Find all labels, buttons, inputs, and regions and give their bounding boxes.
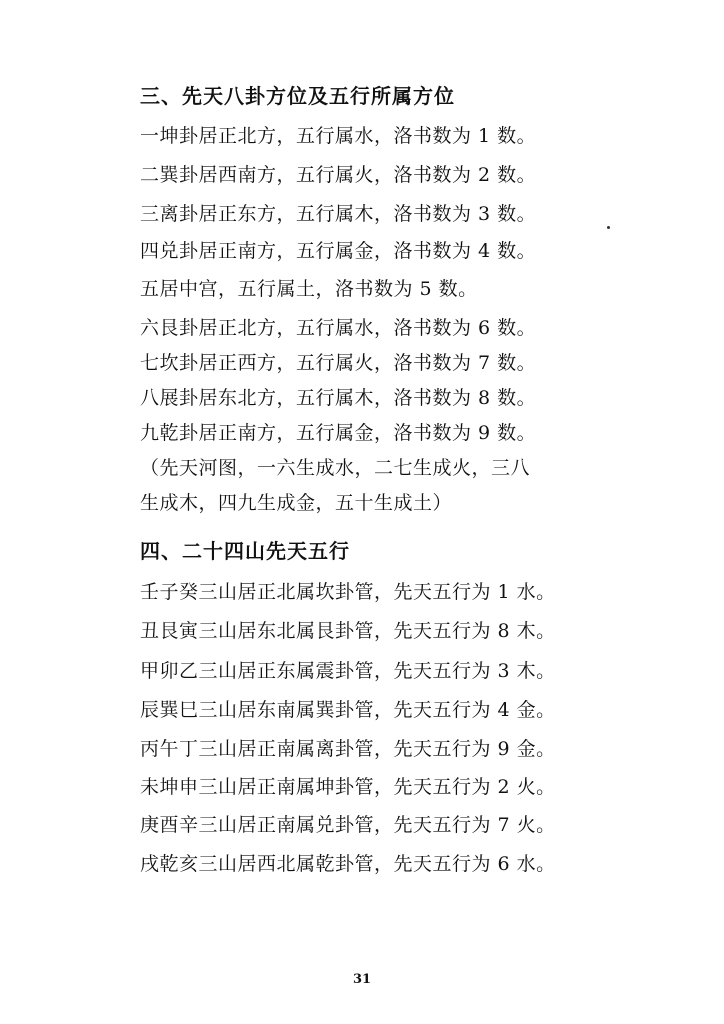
section-3-note-line-2: 生成木，四九生成金，五十生成土） bbox=[140, 492, 453, 514]
section-3-line-3: 三离卦居正东方，五行属木，洛书数为 3 数。 bbox=[140, 203, 537, 225]
section-4-line-5: 丙午丁三山居正南属离卦管，先天五行为 9 金。 bbox=[140, 738, 556, 760]
section-3-heading: 三、先天八卦方位及五行所属方位 bbox=[140, 84, 455, 108]
scan-speck bbox=[607, 226, 610, 229]
section-3-line-9: 九乾卦居正南方，五行属金，洛书数为 9 数。 bbox=[140, 422, 537, 444]
section-3-note-line-1: （先天河图，一六生成水，二七生成火，三八 bbox=[140, 457, 531, 479]
section-4-line-8: 戌乾亥三山居西北属乾卦管，先天五行为 6 水。 bbox=[140, 853, 556, 875]
section-3-line-7: 七坎卦居正西方，五行属火，洛书数为 7 数。 bbox=[140, 352, 537, 374]
section-4-line-1: 壬子癸三山居正北属坎卦管，先天五行为 1 水。 bbox=[140, 581, 556, 603]
section-3-line-8: 八展卦居东北方，五行属木，洛书数为 8 数。 bbox=[140, 387, 537, 409]
section-4-line-6: 未坤申三山居正南属坤卦管，先天五行为 2 火。 bbox=[140, 776, 556, 798]
section-4-line-7: 庚酉辛三山居正南属兑卦管，先天五行为 7 火。 bbox=[140, 814, 556, 836]
section-4-line-3: 甲卯乙三山居正东属震卦管，先天五行为 3 木。 bbox=[140, 660, 556, 682]
section-3-line-6: 六艮卦居正北方，五行属水，洛书数为 6 数。 bbox=[140, 317, 537, 339]
section-3-line-1: 一坤卦居正北方，五行属水，洛书数为 1 数。 bbox=[140, 125, 537, 147]
section-4-line-4: 辰巽巳三山居东南属巽卦管，先天五行为 4 金。 bbox=[140, 699, 556, 721]
section-3-line-5: 五居中宫，五行属土，洛书数为 5 数。 bbox=[140, 278, 478, 300]
section-4-line-2: 丑艮寅三山居东北属艮卦管，先天五行为 8 木。 bbox=[140, 620, 556, 642]
page-number: 31 bbox=[352, 972, 372, 987]
section-3-line-2: 二巽卦居西南方，五行属火，洛书数为 2 数。 bbox=[140, 164, 537, 186]
section-3-line-4: 四兑卦居正南方，五行属金，洛书数为 4 数。 bbox=[140, 240, 537, 262]
section-4-heading: 四、二十四山先天五行 bbox=[140, 539, 350, 563]
